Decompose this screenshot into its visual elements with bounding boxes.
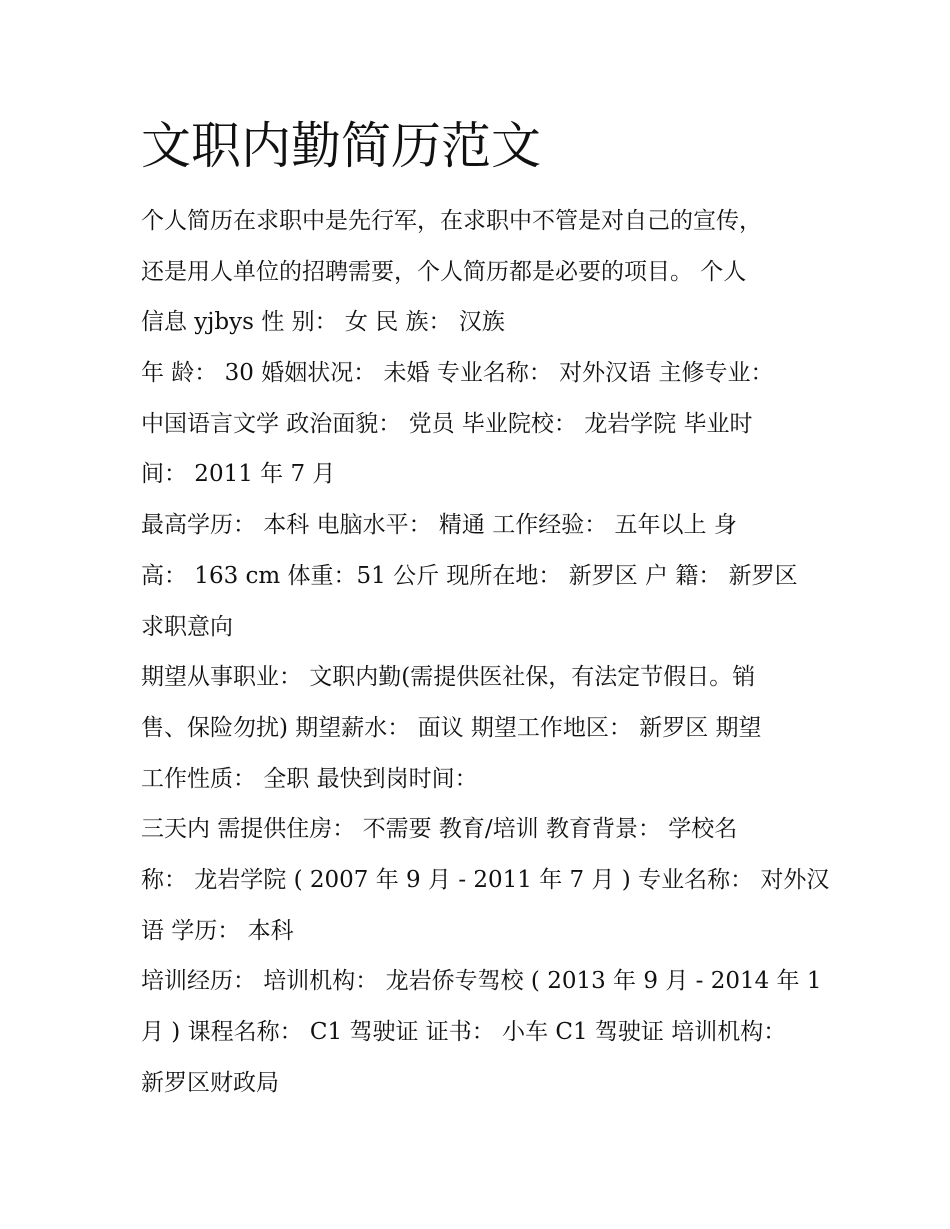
document-body [141, 196, 830, 1108]
body-line: 售、保险勿扰) 期望薪水： 面议 期望工作地区： 新罗区 期望 [141, 714, 762, 741]
body-line: 语 学历： 本科 [141, 917, 294, 944]
body-line: 称： 龙岩学院 ( 2007 年 9 月 - 2011 年 7 月 ) 专业名称： 对外汉 [141, 866, 830, 893]
body-line: 还是用人单位的招聘需要，个人简历都是必要的项目。 个人 [141, 258, 747, 285]
body-line: 个人简历在求职中是先行军，在求职中不管是对自己的宣传， [141, 208, 762, 234]
document-title: 文职内勤简历范文 [141, 117, 541, 175]
body-line: 新罗区财政局 [141, 1069, 279, 1096]
body-line: 工作性质： 全职 最快到岗时间： [141, 765, 478, 792]
body-line: 三天内 需提供住房： 不需要 教育/培训 教育背景： 学校名 [141, 816, 738, 843]
body-line: 月 ) 课程名称： C1 驾驶证 证书： 小车 C1 驾驶证 培训机构： [141, 1019, 787, 1045]
body-line: 高： 163 cm 体重：51 公斤 现所在地： 新罗区 户 籍： 新罗区 [141, 562, 798, 589]
body-line: 培训经历： 培训机构： 龙岩侨专驾校 ( 2013 年 9 月 - 2014 年 1 [141, 968, 822, 995]
body-line: 求职意向 [141, 613, 233, 640]
body-line: 最高学历： 本科 电脑水平： 精通 工作经验： 五年以上 身 [141, 512, 737, 539]
body-line: 间： 2011 年 7 月 [141, 461, 336, 488]
body-line: 信息 yjbys 性 别： 女 民 族： 汉族 [141, 309, 505, 336]
body-line: 年 龄： 30 婚姻状况： 未婚 专业名称： 对外汉语 主修专业： [141, 360, 774, 387]
body-line: 中国语言文学 政治面貌： 党员 毕业院校： 龙岩学院 毕业时 [141, 410, 753, 437]
body-line: 期望从事职业： 文职内勤(需提供医社保，有法定节假日。销 [141, 664, 756, 691]
